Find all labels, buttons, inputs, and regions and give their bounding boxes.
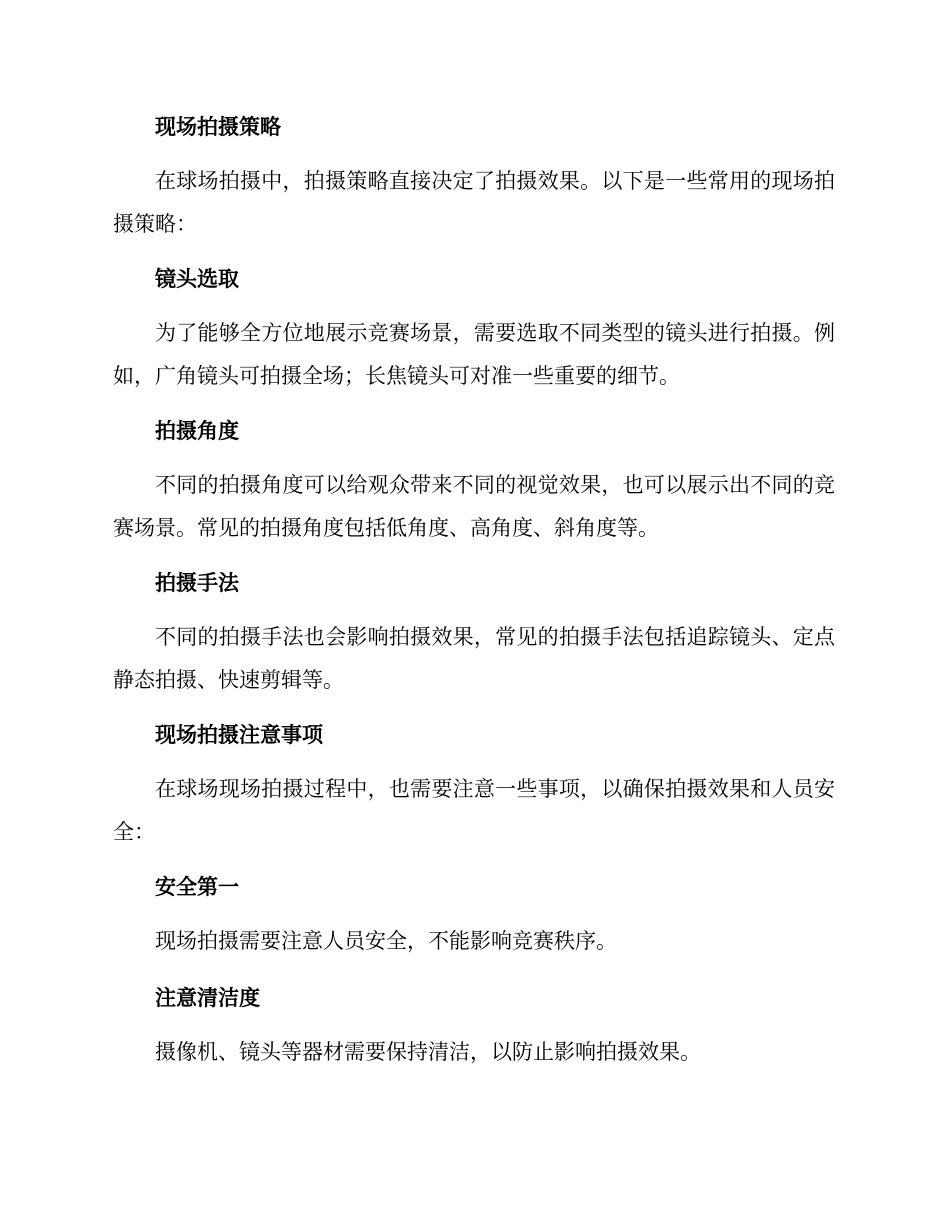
section-heading-lens-selection: 镜头选取 (155, 267, 239, 291)
section-paragraph-safety-first: 现场拍摄需要注意人员安全，不能影响竞赛秩序。 (155, 929, 617, 953)
section-paragraph-onsite-precautions: 在球场现场拍摄过程中，也需要注意一些事项，以确保拍摄效果和人员安全： (113, 777, 835, 844)
section-paragraph-shooting-technique: 不同的拍摄手法也会影响拍摄效果，常见的拍摄手法包括追踪镜头、定点静态拍摄、快速剪辑等。 (113, 625, 835, 692)
section-heading-shooting-angle: 拍摄角度 (155, 419, 239, 443)
section-heading-cleanliness: 注意清洁度 (155, 986, 260, 1010)
section-heading-shooting-technique: 拍摄手法 (155, 571, 239, 595)
section-paragraph-lens-selection: 为了能够全方位地展示竞赛场景，需要选取不同类型的镜头进行拍摄。例如，广角镜头可拍摄全场；长焦镜头可对准一些重要的细节。 (113, 321, 835, 388)
section-paragraph-cleanliness: 摄像机、镜头等器材需要保持清洁，以防止影响拍摄效果。 (155, 1040, 701, 1064)
section-heading-safety-first: 安全第一 (155, 875, 239, 899)
section-paragraph-shooting-angle: 不同的拍摄角度可以给观众带来不同的视觉效果，也可以展示出不同的竞赛场景。常见的拍摄角度包括低角度、高角度、斜角度等。 (113, 473, 835, 540)
section-heading-onsite-precautions: 现场拍摄注意事项 (155, 723, 323, 747)
section-heading-shooting-strategy: 现场拍摄策略 (155, 115, 281, 139)
section-paragraph-shooting-strategy: 在球场拍摄中，拍摄策略直接决定了拍摄效果。以下是一些常用的现场拍摄策略： (113, 169, 835, 236)
